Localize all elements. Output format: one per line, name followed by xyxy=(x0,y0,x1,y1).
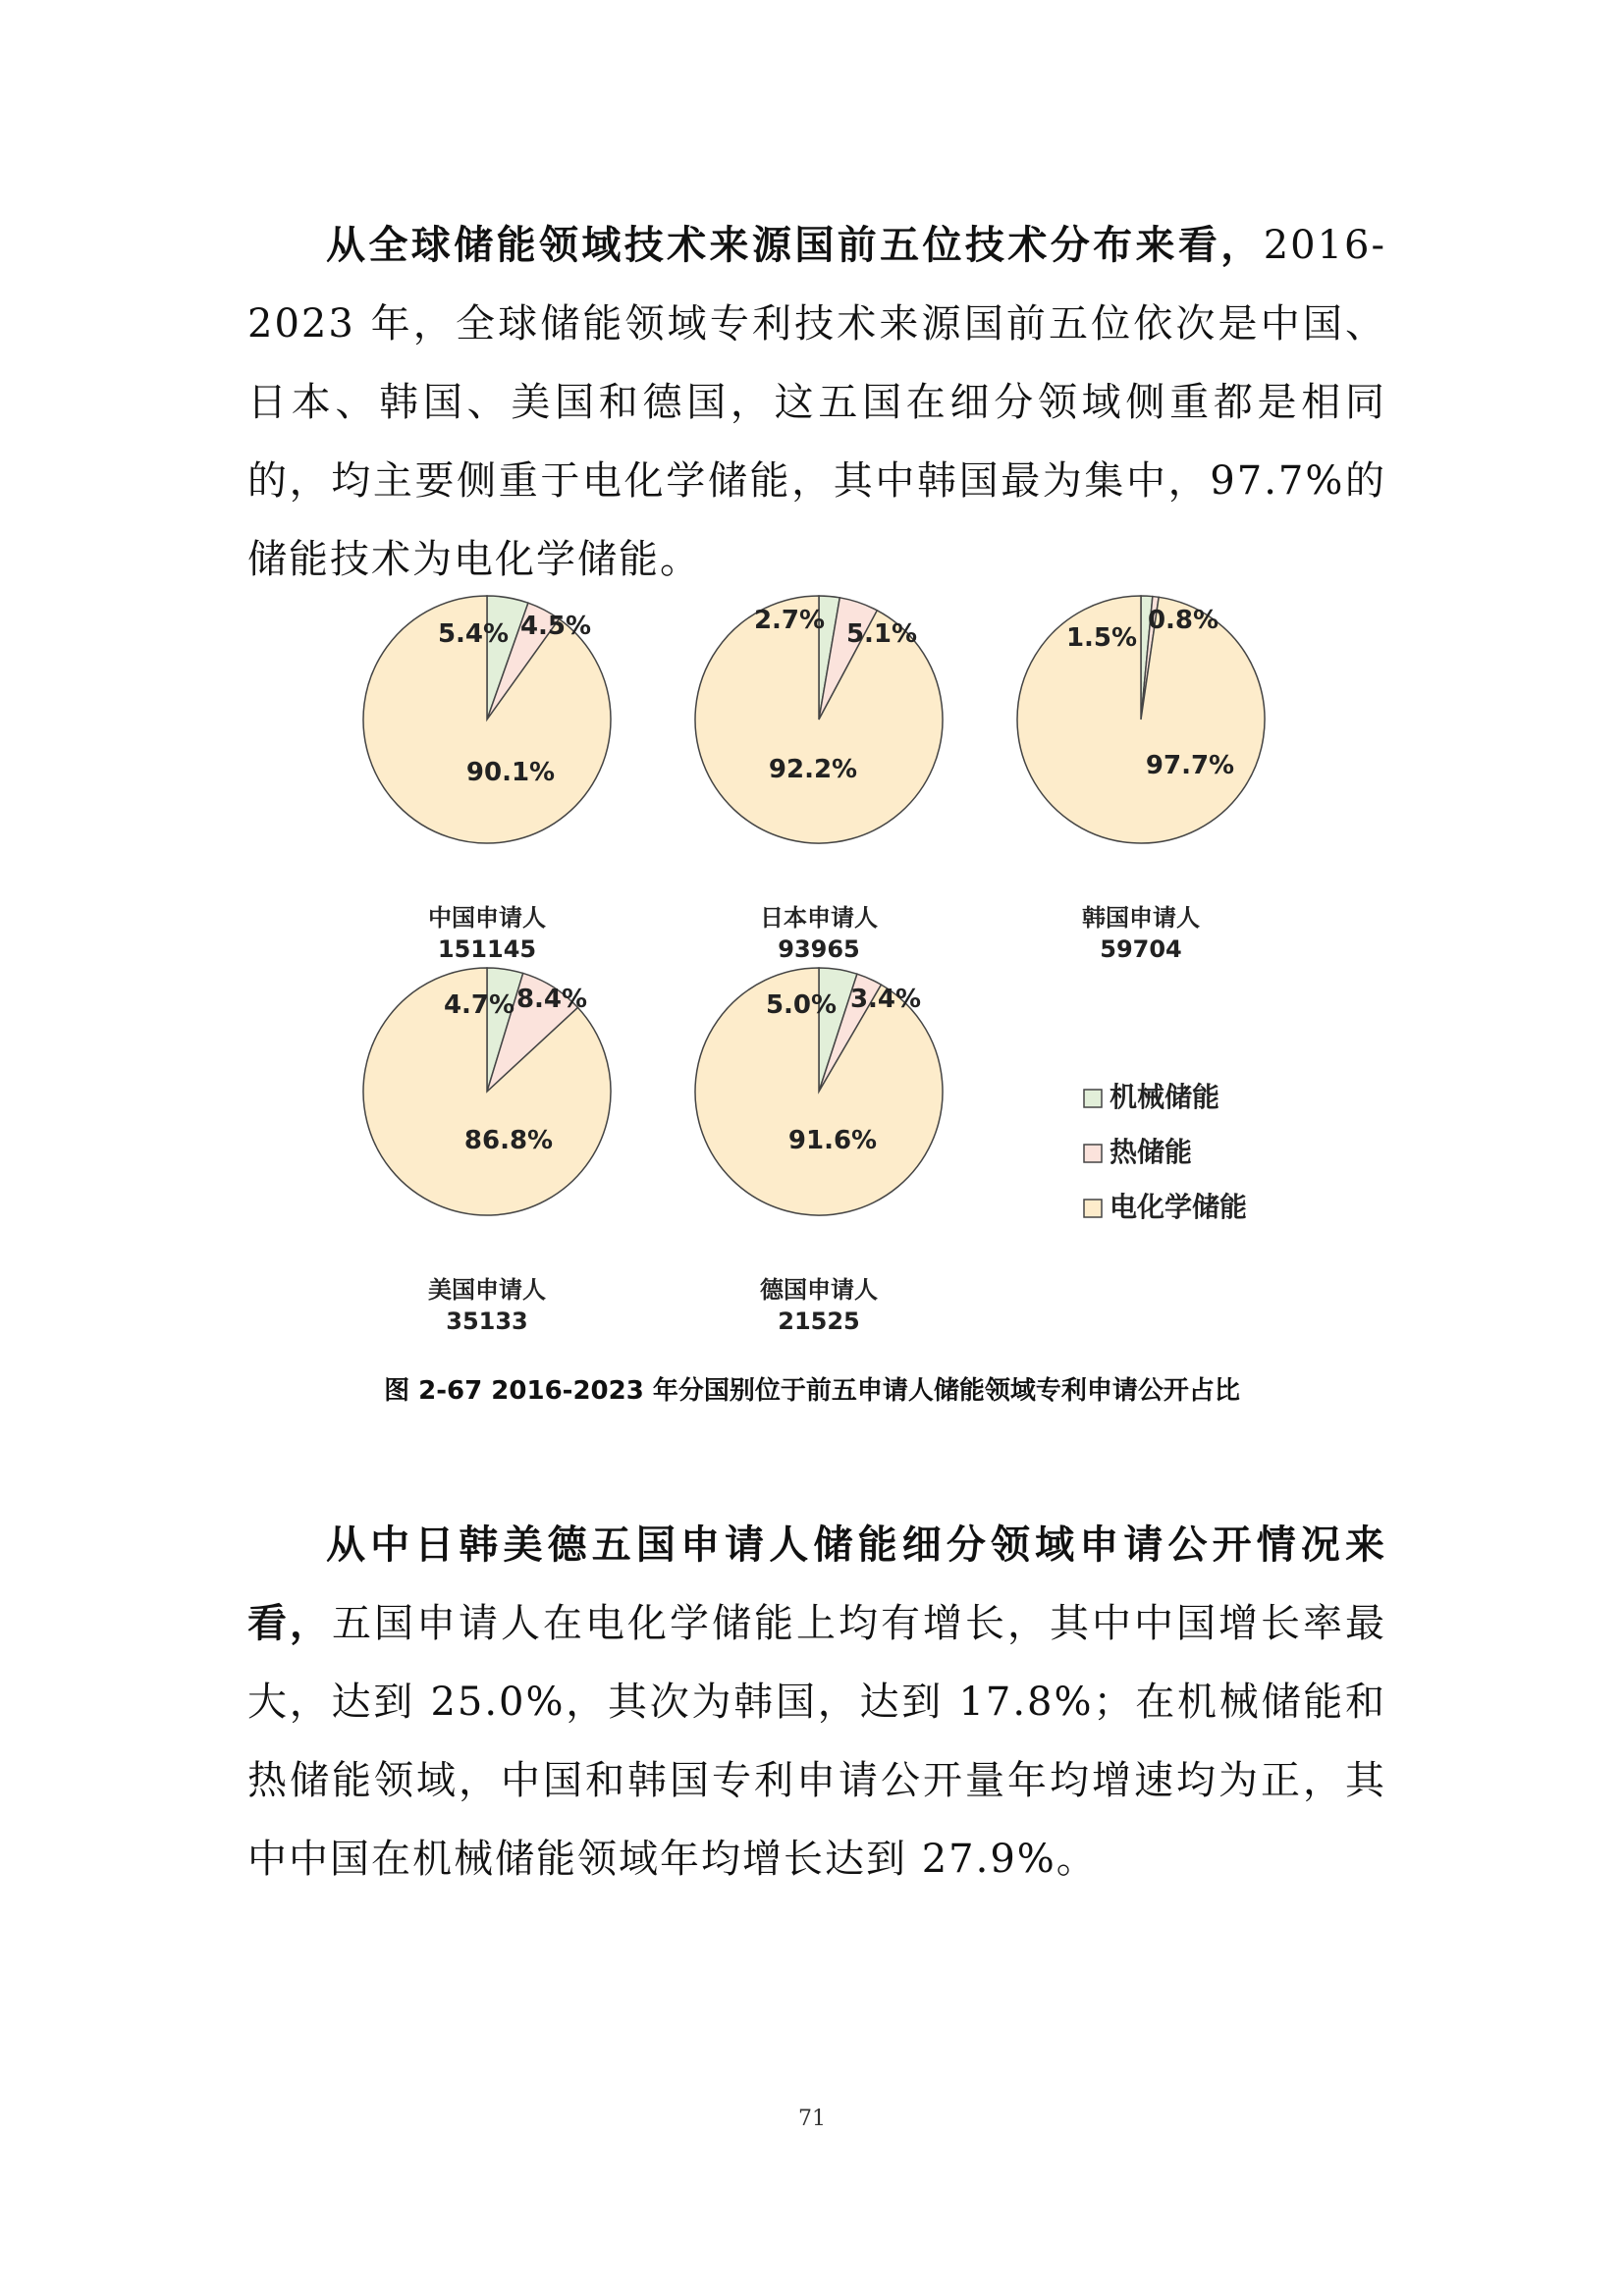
pie-total-label: 59704 xyxy=(1100,935,1182,963)
pie-name-label: 中国申请人 xyxy=(428,904,546,932)
paragraph-2-text: 五国申请人在电化学储能上均有增长，其中中国增长率最大，达到 25.0%，其次为韩国，达到 17.8%；在机械储能和热储能领域，中国和韩国专利申请公开量年均增速均为正，其中中国在机械储能领域年均增长达到 27.9%。 xyxy=(247,1601,1386,1882)
pie-chart-1 xyxy=(363,596,611,963)
pie-slice xyxy=(1017,596,1265,843)
paragraph-1-lead: 从全球储能领域技术来源国前五位技术分布来看， xyxy=(326,223,1264,268)
slice-data-label: 86.8% xyxy=(463,1126,554,1155)
paragraph-1-text: 2016-2023 年，全球储能领域专利技术来源国前五位依次是中国、日本、韩国、美国和德国，这五国在细分领域侧重都是相同的，均主要侧重于电化学储能，其中韩国最为集中，97.7%的储能技术为电化学储能。 xyxy=(247,223,1386,582)
legend-swatch xyxy=(1084,1145,1102,1162)
slice-data-label: 92.2% xyxy=(768,755,858,784)
figure-caption: 图 2-67 2016-2023 年分国别位于前五申请人储能领域专利申请公开占比 xyxy=(384,1376,1240,1406)
pie-chart-5 xyxy=(695,968,943,1335)
slice-data-label: 2.7% xyxy=(753,606,826,635)
slice-data-label: 90.1% xyxy=(465,758,556,787)
chart-legend xyxy=(1084,1081,1247,1223)
pie-total-label: 21525 xyxy=(778,1308,860,1335)
pie-chart-3 xyxy=(1017,596,1265,963)
slice-data-label: 97.7% xyxy=(1145,751,1235,780)
slice-data-label: 5.1% xyxy=(845,619,918,649)
legend-swatch xyxy=(1084,1200,1102,1217)
paragraph-1 xyxy=(247,206,1386,599)
slice-data-label: 4.5% xyxy=(519,612,592,641)
pie-name-label: 德国申请人 xyxy=(760,1276,878,1304)
slice-data-label: 5.4% xyxy=(437,619,510,649)
pie-total-label: 151145 xyxy=(437,935,537,963)
slice-data-label: 1.5% xyxy=(1065,623,1138,653)
legend-entry-label: 电化学储能 xyxy=(1110,1191,1248,1223)
legend-entry-label: 机械储能 xyxy=(1110,1081,1220,1113)
pie-total-label: 93965 xyxy=(778,935,860,963)
legend-entry-label: 热储能 xyxy=(1110,1136,1193,1168)
pie-name-label: 美国申请人 xyxy=(428,1276,546,1304)
slice-data-label: 0.8% xyxy=(1147,606,1219,635)
pie-name-label: 韩国申请人 xyxy=(1082,904,1200,932)
legend-swatch xyxy=(1084,1090,1102,1107)
pie-charts-figure xyxy=(0,560,1624,1335)
slice-data-label: 91.6% xyxy=(787,1126,878,1155)
pie-chart-4 xyxy=(363,968,611,1335)
slice-data-label: 8.4% xyxy=(515,985,588,1014)
pie-total-label: 35133 xyxy=(446,1308,528,1335)
slice-data-label: 4.7% xyxy=(443,990,515,1020)
page-number: 71 xyxy=(798,2107,826,2131)
paragraph-2-lead: 从中日韩美德五国申请人储能细分领域申请公开情况来看， xyxy=(247,1522,1386,1646)
pie-name-label: 日本申请人 xyxy=(760,904,878,932)
pie-chart-2 xyxy=(695,596,943,963)
slice-data-label: 3.4% xyxy=(849,985,922,1014)
paragraph-2 xyxy=(247,1506,1386,1898)
slice-data-label: 5.0% xyxy=(765,990,838,1020)
